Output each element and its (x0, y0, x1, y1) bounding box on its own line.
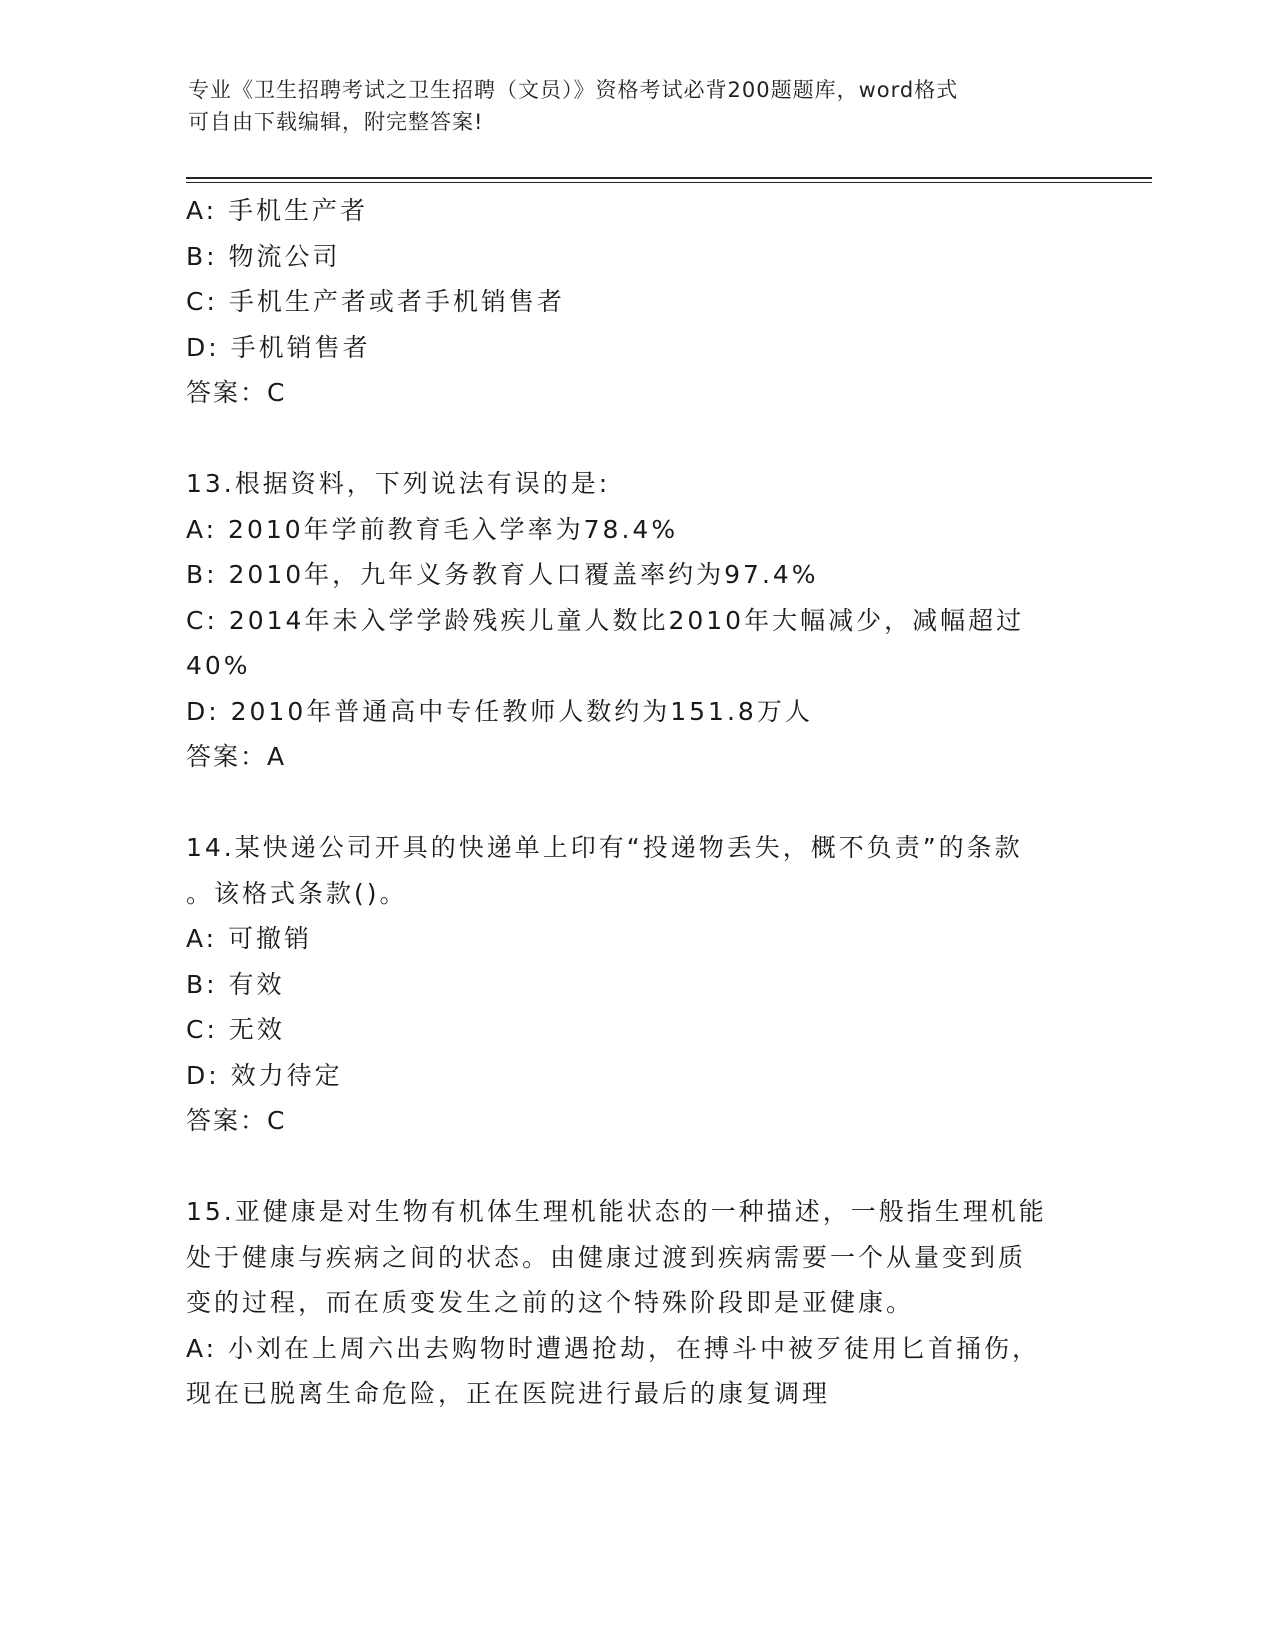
header-divider-thin (186, 182, 1152, 183)
question-14-block (186, 825, 1086, 1144)
q13-option-a: A: 2010年学前教育毛入学率为78.4% (186, 514, 679, 544)
q14-stem-line-2: 。该格式条款()。 (186, 878, 408, 908)
q12-answer: 答案：C (186, 378, 287, 407)
q12-option-c: C: 手机生产者或者手机销售者 (186, 287, 565, 316)
spacer (186, 1144, 1086, 1190)
q13-answer: 答案：A (186, 742, 287, 771)
question-12-block (186, 188, 1086, 416)
q15-stem-line-2: 处于健康与疾病之间的状态。由健康过渡到疾病需要一个从量变到质 (186, 1242, 1027, 1272)
q14-answer: 答案：C (186, 1106, 287, 1135)
spacer (186, 780, 1086, 826)
q14-option-b: B: 有效 (186, 969, 285, 999)
q13-option-b: B: 2010年，九年义务教育人口覆盖率约为97.4% (186, 560, 819, 589)
document-header (188, 74, 1068, 138)
q14-stem-line-1: 14.某快递公司开具的快递单上印有“投递物丢失，概不负责”的条款 (186, 833, 1023, 862)
q15-stem-line-3: 变的过程，而在质变发生之前的这个特殊阶段即是亚健康。 (186, 1288, 915, 1317)
q13-option-c-continued: 40% (186, 651, 251, 680)
question-content (186, 188, 1086, 1417)
q14-option-d: D: 效力待定 (186, 1060, 343, 1090)
q15-stem-line-1: 15.亚健康是对生物有机体生理机能状态的一种描述，一般指生理机能 (186, 1197, 1047, 1226)
header-title-line-2: 可自由下载编辑，附完整答案! (188, 110, 484, 134)
q12-option-b: B: 物流公司 (186, 241, 341, 271)
q14-option-c: C: 无效 (186, 1015, 285, 1044)
header-title-line-1: 专业《卫生招聘考试之卫生招聘（文员）》资格考试必背200题题库，word格式 (188, 78, 959, 102)
q15-option-a: A: 小刘在上周六出去购物时遭遇抢劫，在搏斗中被歹徒用匕首捅伤， (186, 1333, 1041, 1363)
spacer (186, 416, 1086, 462)
q13-option-c: C: 2014年未入学学龄残疾儿童人数比2010年大幅减少，减幅超过 (186, 605, 1025, 635)
q13-option-d: D: 2010年普通高中专任教师人数约为151.8万人 (186, 696, 813, 726)
question-13-block (186, 461, 1086, 780)
q13-stem: 13.根据资料，下列说法有误的是: (186, 469, 611, 498)
q12-option-a: A: 手机生产者 (186, 196, 369, 225)
q14-option-a: A: 可撤销 (186, 924, 313, 953)
q12-option-d: D: 手机销售者 (186, 332, 371, 362)
header-divider-thick (186, 177, 1152, 179)
q15-option-a-continued: 现在已脱离生命危险，正在医院进行最后的康复调理 (186, 1379, 831, 1408)
question-15-block (186, 1189, 1086, 1417)
